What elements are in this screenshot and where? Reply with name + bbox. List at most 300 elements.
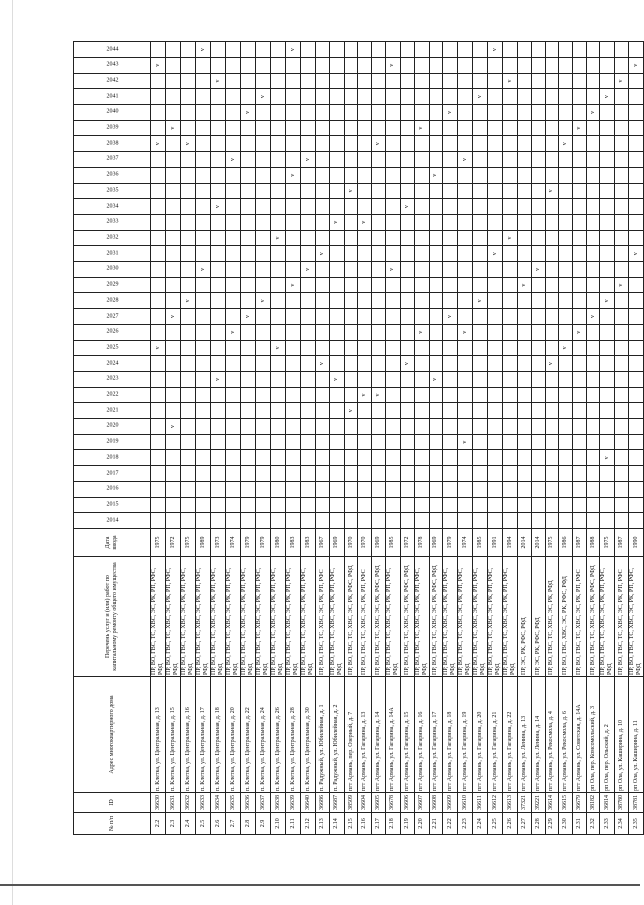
cell-plan-2029 xyxy=(400,277,414,293)
cell-plan-2034 xyxy=(573,199,587,215)
cell-plan-2014 xyxy=(358,513,372,529)
cell-plan-2032 xyxy=(615,230,629,246)
cell-plan-2043 xyxy=(196,57,211,73)
cell-plan-2029 xyxy=(226,277,241,293)
cell-plan-2015 xyxy=(226,497,241,513)
cell-plan-2016 xyxy=(344,481,358,497)
cell-plan-2026 xyxy=(503,324,518,340)
cell-plan-2040 xyxy=(344,105,358,121)
cell-plan-2019 xyxy=(531,434,545,450)
header-year-label: 2033 xyxy=(106,218,118,225)
table-row xyxy=(181,42,196,835)
header-year-label: 2031 xyxy=(106,250,118,257)
cell-plan-2040 xyxy=(372,105,386,121)
cell-plan-2033 xyxy=(166,214,181,230)
cell-plan-2030 xyxy=(473,262,488,278)
cell-plan-2016 xyxy=(414,481,429,497)
cell-plan-2019 xyxy=(358,434,372,450)
cell-plan-2027 xyxy=(344,309,358,325)
cell-plan-2024 xyxy=(344,356,358,372)
cell-plan-2028 xyxy=(344,293,358,309)
cell-plan-2043 xyxy=(414,57,429,73)
cell-plan-2036 xyxy=(559,167,573,183)
cell-plan-2024 xyxy=(358,356,372,372)
cell-plan-2035 xyxy=(488,183,503,199)
cell-plan-2029 xyxy=(181,277,196,293)
cell-plan-2019 xyxy=(615,434,629,450)
cell-works: ПР, ВО, ГВС, ТС, ХВС, ЭС, РК, РП, РФС xyxy=(615,557,629,677)
header-works: Перечень услуг и (или) работ по капитальному ремонту общего имущества xyxy=(74,557,151,677)
cell-plan-2033 xyxy=(429,214,443,230)
cell-plan-2023 xyxy=(414,371,429,387)
cell-plan-2040 xyxy=(271,105,286,121)
cell-plan-2023 xyxy=(615,371,629,387)
cell-plan-2034 xyxy=(151,199,166,215)
cell-plan-2015 xyxy=(458,497,473,513)
cell-plan-2027 xyxy=(286,309,301,325)
cell-plan-2036 xyxy=(545,167,559,183)
cell-plan-2018 xyxy=(458,450,473,466)
cell-plan-2017 xyxy=(256,466,271,482)
cell-plan-2040 xyxy=(358,105,372,121)
cell-plan-2030 xyxy=(518,262,532,278)
cell-plan-2020 xyxy=(196,419,211,435)
cell-id: 36611 xyxy=(473,793,488,813)
cell-plan-2041 xyxy=(241,89,256,105)
cell-plan-2032 xyxy=(181,230,196,246)
cell-plan-2021 xyxy=(329,403,344,419)
cell-plan-2028 xyxy=(329,293,344,309)
cell-plan-2039 xyxy=(211,120,226,136)
cell-plan-2017 xyxy=(473,466,488,482)
cell-plan-2024 xyxy=(429,356,443,372)
cell-year: 1994 xyxy=(503,529,518,557)
cell-plan-2029 xyxy=(429,277,443,293)
cell-plan-2031 xyxy=(226,246,241,262)
cell-address: пгт Армань, ул. Ленина, д. 14 xyxy=(531,677,545,793)
cell-plan-2018 xyxy=(286,450,301,466)
cell-plan-2035 xyxy=(301,183,316,199)
cell-plan-2030 xyxy=(226,262,241,278)
cell-plan-2032 xyxy=(531,230,545,246)
cell-plan-2038 xyxy=(473,136,488,152)
cell-plan-2037 xyxy=(400,152,414,168)
cell-plan-2044 xyxy=(443,42,458,58)
cell-plan-2036 xyxy=(600,167,615,183)
cell-id: 36678 xyxy=(385,793,400,813)
cell-num: 2.34 xyxy=(615,813,629,835)
cell-plan-2038: v xyxy=(559,136,573,152)
cell-plan-2016 xyxy=(166,481,181,497)
cell-year: 1979 xyxy=(256,529,271,557)
cell-plan-2028 xyxy=(531,293,545,309)
cell-plan-2044 xyxy=(586,42,600,58)
cell-plan-2021: v xyxy=(344,403,358,419)
cell-plan-2032 xyxy=(600,230,615,246)
cell-plan-2040 xyxy=(286,105,301,121)
cell-plan-2032 xyxy=(559,230,573,246)
cell-plan-2042 xyxy=(196,73,211,89)
cell-plan-2043 xyxy=(503,57,518,73)
cell-plan-2036 xyxy=(414,167,429,183)
cell-plan-2032 xyxy=(329,230,344,246)
cell-plan-2027 xyxy=(151,309,166,325)
cell-plan-2043 xyxy=(518,57,532,73)
cell-plan-2044 xyxy=(372,42,386,58)
cell-plan-2039 xyxy=(458,120,473,136)
cell-plan-2024 xyxy=(600,356,615,372)
cell-plan-2019: v xyxy=(458,434,473,450)
cell-plan-2038 xyxy=(211,136,226,152)
cell-plan-2024: v xyxy=(316,356,330,372)
cell-plan-2016 xyxy=(458,481,473,497)
cell-plan-2042 xyxy=(629,73,644,89)
cell-plan-2028 xyxy=(586,293,600,309)
cell-plan-2026 xyxy=(400,324,414,340)
cell-plan-2040 xyxy=(518,105,532,121)
cell-plan-2033 xyxy=(473,214,488,230)
cell-plan-2040 xyxy=(316,105,330,121)
cell-plan-2023 xyxy=(166,371,181,387)
cell-plan-2036 xyxy=(226,167,241,183)
cell-num: 2.31 xyxy=(573,813,587,835)
cell-plan-2028 xyxy=(241,293,256,309)
cell-plan-2028 xyxy=(545,293,559,309)
cell-address: пгт Армань, ул. Рекосмола, д. 6 xyxy=(559,677,573,793)
cell-plan-2032 xyxy=(473,230,488,246)
cell-plan-2043 xyxy=(301,57,316,73)
cell-num: 2.10 xyxy=(271,813,286,835)
cell-works: ПР, ВО, ГВС, ТС, ХВС, ЭС, РК, РП, РФС, РФД xyxy=(196,557,211,677)
header-year-2029 xyxy=(74,277,151,293)
cell-num: 2.24 xyxy=(473,813,488,835)
cell-plan-2037 xyxy=(358,152,372,168)
cell-address: рп Ола, ул. Каширина, д. 10 xyxy=(615,677,629,793)
cell-plan-2017 xyxy=(301,466,316,482)
header-year-2030 xyxy=(74,262,151,278)
cell-plan-2014 xyxy=(226,513,241,529)
cell-plan-2019 xyxy=(414,434,429,450)
cell-plan-2018 xyxy=(372,450,386,466)
header-year-2028 xyxy=(74,293,151,309)
cell-works: ПР, ВО, ГВС, ТС, ХВС, ЭС, РК, РП, РФС xyxy=(358,557,372,677)
cell-num: 2.14 xyxy=(329,813,344,835)
cell-plan-2023 xyxy=(385,371,400,387)
header-year-2019 xyxy=(74,434,151,450)
table-row xyxy=(473,42,488,835)
cell-plan-2032 xyxy=(629,230,644,246)
cell-plan-2025 xyxy=(166,340,181,356)
cell-plan-2036 xyxy=(458,167,473,183)
cell-plan-2042 xyxy=(256,73,271,89)
cell-plan-2033 xyxy=(196,214,211,230)
cell-plan-2015 xyxy=(166,497,181,513)
cell-plan-2027 xyxy=(518,309,532,325)
cell-address: пгт Армань, пер. Озерный, д. 7 xyxy=(344,677,358,793)
cell-plan-2020 xyxy=(385,419,400,435)
cell-plan-2044 xyxy=(531,42,545,58)
cell-plan-2043 xyxy=(166,57,181,73)
cell-year: 1967 xyxy=(316,529,330,557)
cell-plan-2023 xyxy=(196,371,211,387)
cell-address: п. Радужный, ул. Юбилейная, д. 2 xyxy=(329,677,344,793)
cell-plan-2027 xyxy=(600,309,615,325)
cell-plan-2016 xyxy=(531,481,545,497)
cell-plan-2034 xyxy=(226,199,241,215)
cell-plan-2039 xyxy=(316,120,330,136)
cell-plan-2016 xyxy=(586,481,600,497)
cell-plan-2043 xyxy=(329,57,344,73)
cell-plan-2031 xyxy=(458,246,473,262)
cell-plan-2030: v xyxy=(301,262,316,278)
cell-plan-2027 xyxy=(181,309,196,325)
table-row xyxy=(196,42,211,835)
cell-plan-2039 xyxy=(518,120,532,136)
cell-plan-2018 xyxy=(488,450,503,466)
cell-plan-2024: v xyxy=(400,356,414,372)
cell-plan-2038 xyxy=(429,136,443,152)
table-row xyxy=(151,42,166,835)
cell-plan-2014 xyxy=(400,513,414,529)
cell-plan-2030 xyxy=(400,262,414,278)
cell-plan-2040 xyxy=(166,105,181,121)
cell-plan-2040 xyxy=(181,105,196,121)
cell-plan-2032: v xyxy=(503,230,518,246)
cell-plan-2020 xyxy=(586,419,600,435)
cell-address: пгт Армань, ул. Рекосмола, д. 4 xyxy=(545,677,559,793)
cell-plan-2042 xyxy=(400,73,414,89)
cell-plan-2028 xyxy=(573,293,587,309)
cell-plan-2021 xyxy=(518,403,532,419)
cell-plan-2038 xyxy=(600,136,615,152)
cell-plan-2030 xyxy=(503,262,518,278)
cell-plan-2025 xyxy=(385,340,400,356)
cell-plan-2035 xyxy=(615,183,629,199)
cell-plan-2018 xyxy=(400,450,414,466)
header-year-label: 2040 xyxy=(106,108,118,115)
cell-plan-2023 xyxy=(181,371,196,387)
header-year-label: 2015 xyxy=(106,501,118,508)
cell-plan-2033 xyxy=(344,214,358,230)
cell-plan-2026 xyxy=(241,324,256,340)
cell-plan-2023 xyxy=(586,371,600,387)
cell-plan-2039 xyxy=(503,120,518,136)
cell-plan-2038 xyxy=(301,136,316,152)
cell-plan-2017 xyxy=(211,466,226,482)
cell-works: ПР, ВО, ГВС, ТС, ХВС, ЭС, РК, РФС, РФД xyxy=(429,557,443,677)
table-row xyxy=(241,42,256,835)
cell-plan-2034 xyxy=(488,199,503,215)
cell-plan-2038 xyxy=(316,136,330,152)
cell-plan-2043 xyxy=(372,57,386,73)
cell-plan-2034 xyxy=(385,199,400,215)
cell-num: 2.8 xyxy=(241,813,256,835)
cell-plan-2020 xyxy=(358,419,372,435)
cell-plan-2017 xyxy=(181,466,196,482)
cell-plan-2019 xyxy=(316,434,330,450)
cell-plan-2024 xyxy=(531,356,545,372)
cell-plan-2037 xyxy=(316,152,330,168)
cell-plan-2019 xyxy=(166,434,181,450)
cell-plan-2019 xyxy=(329,434,344,450)
cell-plan-2037 xyxy=(531,152,545,168)
cell-plan-2038 xyxy=(629,136,644,152)
cell-plan-2041: v xyxy=(473,89,488,105)
cell-plan-2033 xyxy=(443,214,458,230)
cell-plan-2019 xyxy=(488,434,503,450)
cell-plan-2037 xyxy=(518,152,532,168)
cell-plan-2034 xyxy=(301,199,316,215)
cell-plan-2021 xyxy=(503,403,518,419)
cell-plan-2024 xyxy=(586,356,600,372)
cell-plan-2032 xyxy=(211,230,226,246)
cell-plan-2042 xyxy=(271,73,286,89)
cell-id: 36606 xyxy=(400,793,414,813)
cell-plan-2031 xyxy=(344,246,358,262)
cell-plan-2025 xyxy=(429,340,443,356)
cell-plan-2014 xyxy=(503,513,518,529)
cell-num: 2.5 xyxy=(196,813,211,835)
header-year-label: 2016 xyxy=(106,485,118,492)
cell-plan-2020 xyxy=(473,419,488,435)
cell-plan-2015 xyxy=(573,497,587,513)
cell-plan-2037 xyxy=(586,152,600,168)
cell-plan-2026 xyxy=(256,324,271,340)
header-year-2014 xyxy=(74,513,151,529)
cell-address: пгт Армань, ул. Советская, д. 14А xyxy=(573,677,587,793)
cell-year: 1972 xyxy=(400,529,414,557)
cell-plan-2021 xyxy=(586,403,600,419)
table-header-row xyxy=(74,42,151,835)
cell-plan-2037 xyxy=(488,152,503,168)
cell-plan-2016 xyxy=(400,481,414,497)
cell-plan-2030 xyxy=(271,262,286,278)
cell-plan-2027 xyxy=(615,309,629,325)
table-row xyxy=(316,42,330,835)
cell-id: 38780 xyxy=(615,793,629,813)
cell-plan-2032 xyxy=(226,230,241,246)
cell-plan-2038 xyxy=(271,136,286,152)
cell-plan-2027 xyxy=(573,309,587,325)
cell-plan-2030 xyxy=(358,262,372,278)
cell-plan-2044 xyxy=(429,42,443,58)
cell-plan-2028 xyxy=(211,293,226,309)
cell-plan-2038 xyxy=(458,136,473,152)
cell-plan-2038: v xyxy=(181,136,196,152)
cell-address: пгт Армань, ул. Гагарина, д. 19 xyxy=(458,677,473,793)
cell-plan-2025 xyxy=(473,340,488,356)
cell-id: 36814 xyxy=(600,793,615,813)
cell-plan-2037 xyxy=(181,152,196,168)
cell-plan-2031 xyxy=(271,246,286,262)
cell-plan-2020 xyxy=(151,419,166,435)
cell-plan-2015 xyxy=(372,497,386,513)
cell-plan-2026 xyxy=(181,324,196,340)
cell-plan-2023: v xyxy=(429,371,443,387)
cell-plan-2018 xyxy=(629,450,644,466)
cell-plan-2033 xyxy=(600,214,615,230)
cell-plan-2016 xyxy=(443,481,458,497)
cell-plan-2017 xyxy=(271,466,286,482)
cell-plan-2042 xyxy=(372,73,386,89)
cell-works: ПР, ВО, ГВС, ТС, ХВС, ЭС, РК, РП, РФС, РФД xyxy=(600,557,615,677)
cell-plan-2041 xyxy=(414,89,429,105)
cell-plan-2014 xyxy=(586,513,600,529)
cell-plan-2020 xyxy=(615,419,629,435)
cell-plan-2038 xyxy=(615,136,629,152)
table-row xyxy=(301,42,316,835)
cell-plan-2022 xyxy=(151,387,166,403)
cell-plan-2017 xyxy=(629,466,644,482)
cell-plan-2023 xyxy=(226,371,241,387)
cell-plan-2037 xyxy=(196,152,211,168)
cell-plan-2026 xyxy=(211,324,226,340)
cell-plan-2034 xyxy=(166,199,181,215)
cell-num: 2.23 xyxy=(458,813,473,835)
cell-num: 2.12 xyxy=(301,813,316,835)
cell-plan-2019 xyxy=(226,434,241,450)
cell-plan-2041 xyxy=(211,89,226,105)
cell-plan-2034 xyxy=(344,199,358,215)
cell-plan-2028 xyxy=(400,293,414,309)
cell-plan-2014 xyxy=(316,513,330,529)
cell-plan-2034 xyxy=(256,199,271,215)
cell-plan-2022 xyxy=(518,387,532,403)
cell-plan-2020 xyxy=(429,419,443,435)
cell-plan-2017 xyxy=(531,466,545,482)
cell-plan-2035 xyxy=(151,183,166,199)
cell-plan-2027: v xyxy=(166,309,181,325)
cell-plan-2035 xyxy=(429,183,443,199)
cell-plan-2017 xyxy=(518,466,532,482)
cell-plan-2033 xyxy=(400,214,414,230)
cell-plan-2021 xyxy=(600,403,615,419)
cell-id: 36613 xyxy=(503,793,518,813)
cell-address: п. Клетка, ул. Центральная, д. 22 xyxy=(241,677,256,793)
header-year-2021 xyxy=(74,403,151,419)
cell-id: 36633 xyxy=(196,793,211,813)
cell-plan-2026: v xyxy=(414,324,429,340)
cell-id: 36686 xyxy=(316,793,330,813)
cell-num: 2.32 xyxy=(586,813,600,835)
cell-plan-2034 xyxy=(372,199,386,215)
cell-plan-2016 xyxy=(151,481,166,497)
cell-plan-2021 xyxy=(316,403,330,419)
cell-address: п. Клетка, ул. Центральная, д. 16 xyxy=(181,677,196,793)
cell-plan-2044 xyxy=(518,42,532,58)
cell-plan-2018 xyxy=(586,450,600,466)
cell-plan-2026 xyxy=(629,324,644,340)
cell-plan-2043: v xyxy=(385,57,400,73)
cell-works: ПР, ВО, ГВС, ТС, ХВС, ЭС, РК, РП, РФС, РФД xyxy=(385,557,400,677)
cell-year: 1988 xyxy=(586,529,600,557)
cell-plan-2030 xyxy=(488,262,503,278)
cell-plan-2025 xyxy=(329,340,344,356)
cell-plan-2042 xyxy=(358,73,372,89)
cell-plan-2033 xyxy=(385,214,400,230)
cell-plan-2038 xyxy=(443,136,458,152)
cell-plan-2041 xyxy=(196,89,211,105)
cell-plan-2020 xyxy=(503,419,518,435)
cell-plan-2031 xyxy=(211,246,226,262)
cell-plan-2021 xyxy=(211,403,226,419)
cell-plan-2016 xyxy=(316,481,330,497)
cell-plan-2023 xyxy=(573,371,587,387)
cell-plan-2039 xyxy=(629,120,644,136)
cell-id: 37321 xyxy=(518,793,532,813)
cell-plan-2042 xyxy=(586,73,600,89)
cell-plan-2039 xyxy=(385,120,400,136)
